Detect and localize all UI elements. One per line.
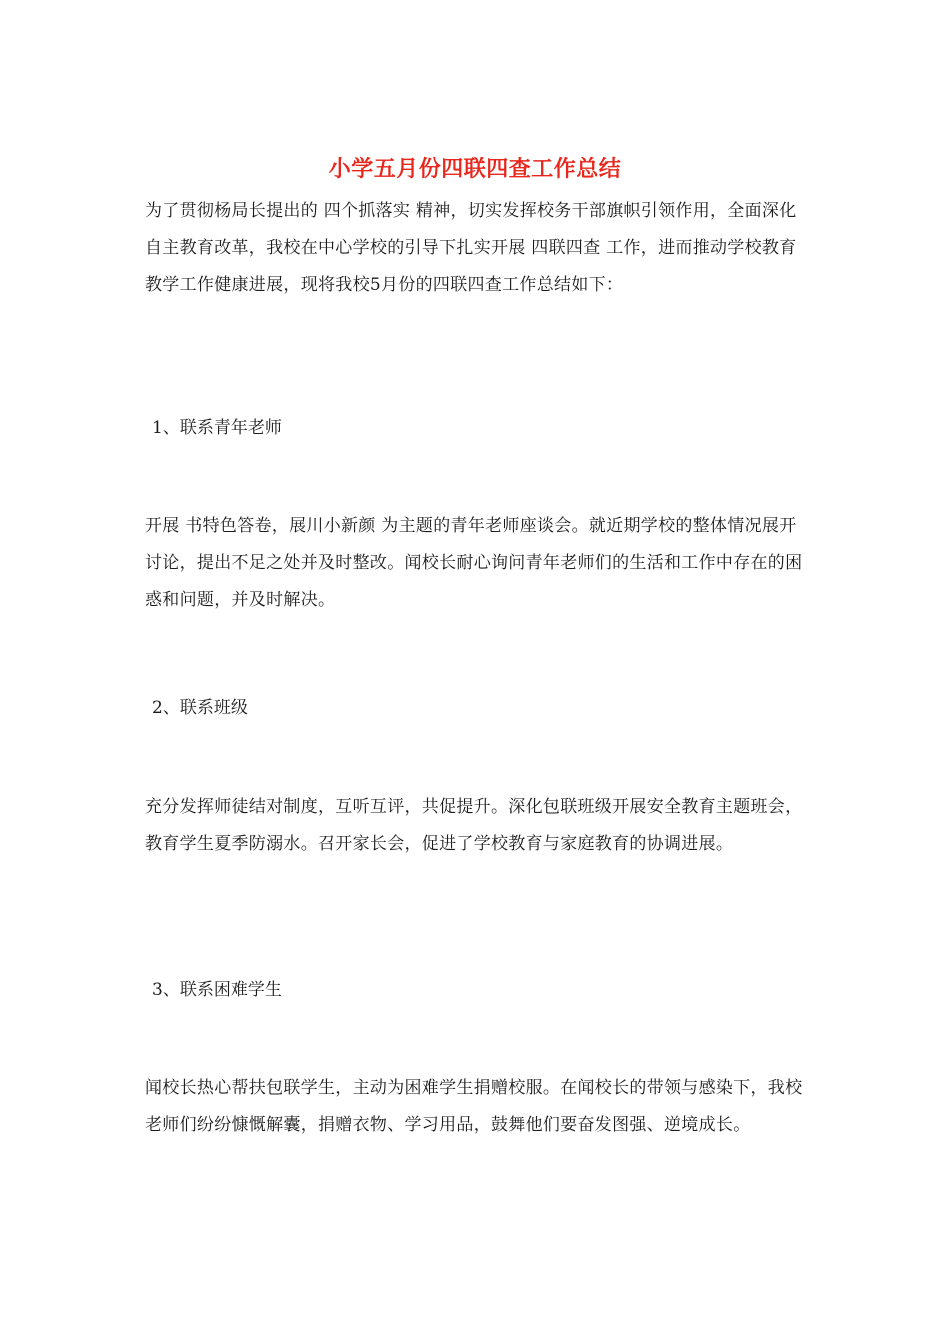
section-heading-2: 2、联系班级: [152, 698, 248, 718]
section-paragraph-1: 开展 书特色答卷，展川小新颜 为主题的青年老师座谈会。就近期学校的整体情况展开讨论，提出不足之处并及时整改。闻校长耐心询问青年老师们的生活和工作中存在的困惑和问题，并及时解决。: [145, 516, 803, 610]
section-paragraph-2: 充分发挥师徒结对制度，互听互评，共促提升。深化包联班级开展安全教育主题班会，教育学生夏季防溺水。召开家长会，促进了学校教育与家庭教育的协调进展。: [145, 797, 803, 854]
intro-paragraph: 为了贯彻杨局长提出的 四个抓落实 精神，切实发挥校务干部旗帜引领作用，全面深化自主教育改革，我校在中心学校的引导下扎实开展 四联四查 工作，进而推动学校教育教学工作健康进展，现将我校5月份的四联四查工作总结如下：: [145, 201, 797, 295]
section-paragraph-3: 闻校长热心帮扶包联学生，主动为困难学生捐赠校服。在闻校长的带领与感染下，我校老师们纷纷慷慨解囊，捐赠衣物、学习用品，鼓舞他们要奋发图强、逆境成长。: [145, 1078, 803, 1135]
section-heading-3: 3、联系困难学生: [152, 980, 282, 1000]
section-heading-1: 1、联系青年老师: [152, 418, 282, 438]
document-title: 小学五月份四联四查工作总结: [328, 156, 622, 182]
